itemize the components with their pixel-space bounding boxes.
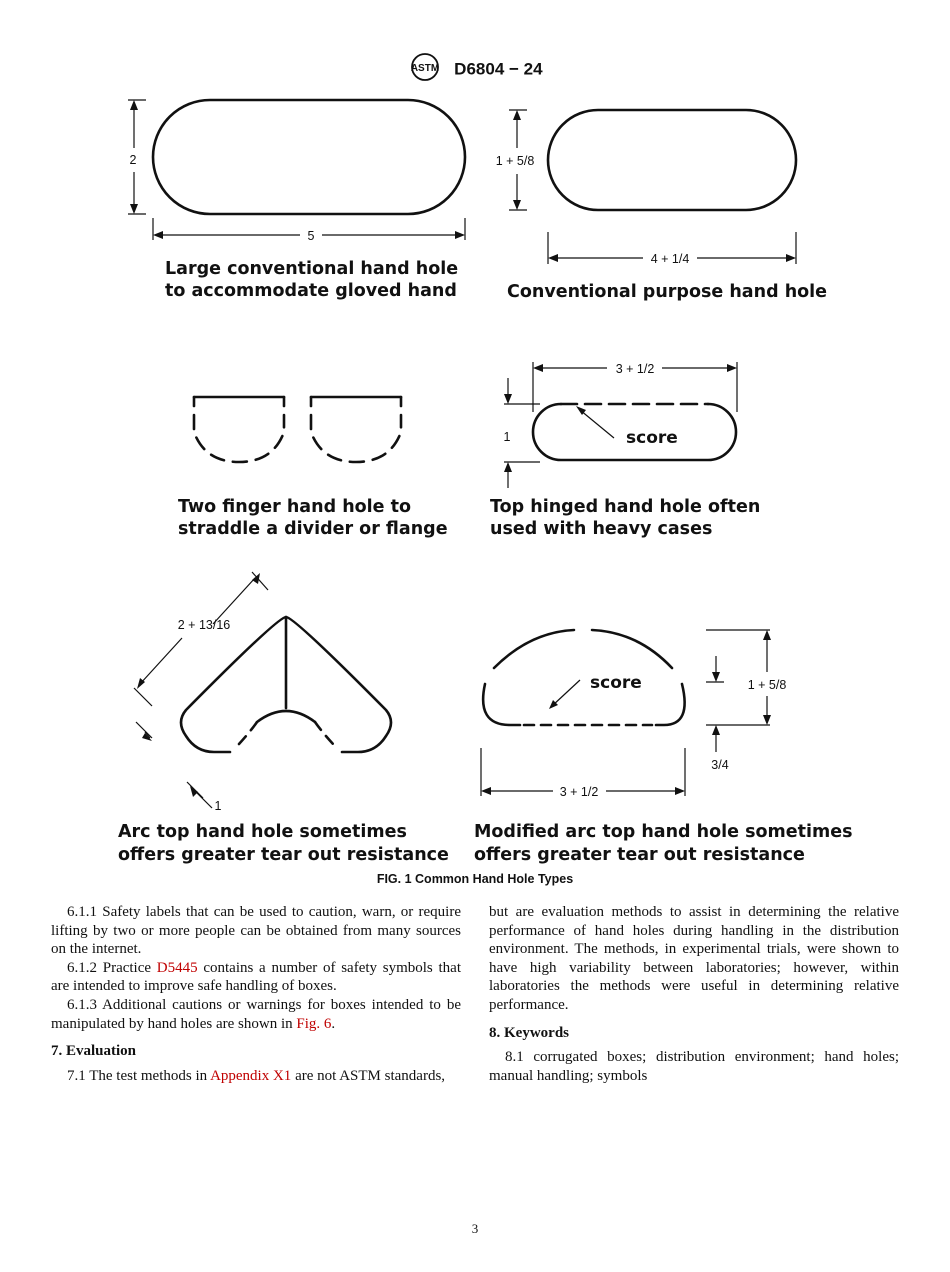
figure-title: FIG. 1 Common Hand Hole Types xyxy=(376,872,574,886)
large-hand-hole-shape xyxy=(153,100,465,214)
paragraph-8-1: 8.1 corrugated boxes; distribution environment; hand holes; manual handling; symbols xyxy=(489,1049,899,1084)
top-hinged-height-label: 1 xyxy=(503,430,511,444)
section-7-heading: 7. Evaluation xyxy=(51,1043,137,1060)
modified-arc-width-label: 3 + 1/2 xyxy=(559,785,599,799)
conventional-width-label: 4 + 1/4 xyxy=(650,252,690,266)
conventional-height-label: 1 + 5/8 xyxy=(495,154,535,168)
modified-arc-height-label: 1 + 5/8 xyxy=(747,678,787,692)
right-column xyxy=(489,903,899,1085)
two-finger-caption-line2: straddle a divider or flange xyxy=(178,519,448,539)
paragraph-6-1-2 xyxy=(51,959,461,996)
modified-arc-caption-line1: Modified arc top hand hole sometimes xyxy=(474,822,853,842)
modified-arc-caption-line2: offers greater tear out resistance xyxy=(474,845,805,865)
p612-text-start: 6.1.2 Practice xyxy=(67,959,157,976)
appendix-x1-link[interactable]: Appendix X1 xyxy=(210,1067,292,1084)
paragraph-7-1-continuation: but are evaluation methods to assist in determining the relative performance of hand holes during handling in the distribution environment. The methods, in experimental trials, were shown to have high variability between laboratories; however, within laboratories the methods were useful in determining relative performance. xyxy=(489,904,899,1013)
logo-text: ASTM xyxy=(411,63,440,74)
paragraph-7-1-continued xyxy=(489,903,899,1015)
p71-text-start: 7.1 The test methods in xyxy=(67,1067,211,1084)
fig-6-link[interactable]: Fig. 6 xyxy=(296,1015,332,1032)
section-8-heading: 8. Keywords xyxy=(489,1024,569,1041)
paragraph-6-1-3 xyxy=(51,996,461,1033)
top-hinged-score-label: score xyxy=(626,428,678,448)
modified-arc-hand-hole-shape xyxy=(483,630,685,725)
arc-top-caption-line2: offers greater tear out resistance xyxy=(118,845,449,865)
arc-top-caption-line1: Arc top hand hole sometimes xyxy=(118,822,407,842)
arc-top-length-label: 2 + 13/16 xyxy=(177,618,231,632)
top-hinged-caption-line2: used with heavy cases xyxy=(490,519,713,539)
large-hole-width-label: 5 xyxy=(307,229,315,243)
standard-designation: D6804 − 24 xyxy=(454,59,543,79)
p613-text-end: . xyxy=(331,1015,336,1032)
large-hole-caption-line1: Large conventional hand hole xyxy=(165,259,459,279)
p613-text-start: 6.1.3 Additional cautions or warnings for boxes intended to be manipulated by hand holes are shown in xyxy=(51,996,461,1032)
top-hinged-width-label: 3 + 1/2 xyxy=(615,362,655,376)
modified-arc-lower-label: 3/4 xyxy=(711,758,729,772)
top-hinged-caption-line1: Top hinged hand hole often xyxy=(490,497,761,517)
d5445-link[interactable]: D5445 xyxy=(156,959,198,976)
two-finger-hand-hole-shape xyxy=(194,397,401,462)
paragraph-7-1 xyxy=(51,1067,461,1086)
two-finger-caption-line1: Two finger hand hole to xyxy=(178,497,412,517)
conventional-caption: Conventional purpose hand hole xyxy=(507,282,828,302)
large-hole-caption-line2: to accommodate gloved hand xyxy=(165,281,457,301)
p612-text-end: contains a number of safety symbols that are intended to improve safe handling of boxes. xyxy=(51,959,461,995)
page-number: 3 xyxy=(471,1221,479,1236)
modified-arc-score-label: score xyxy=(590,673,642,693)
p71-text-end: are not ASTM standards, xyxy=(291,1067,446,1084)
arc-top-hand-hole-shape xyxy=(181,617,391,752)
left-column xyxy=(51,903,461,1085)
paragraph-6-1-1: 6.1.1 Safety labels that can be used to caution, warn, or require lifting by two or more people can be obtained from many sources on the internet. xyxy=(51,904,461,958)
arc-top-width-label: 1 xyxy=(214,799,222,813)
conventional-hand-hole-shape xyxy=(548,110,796,210)
large-hole-height-label: 2 xyxy=(129,153,137,167)
